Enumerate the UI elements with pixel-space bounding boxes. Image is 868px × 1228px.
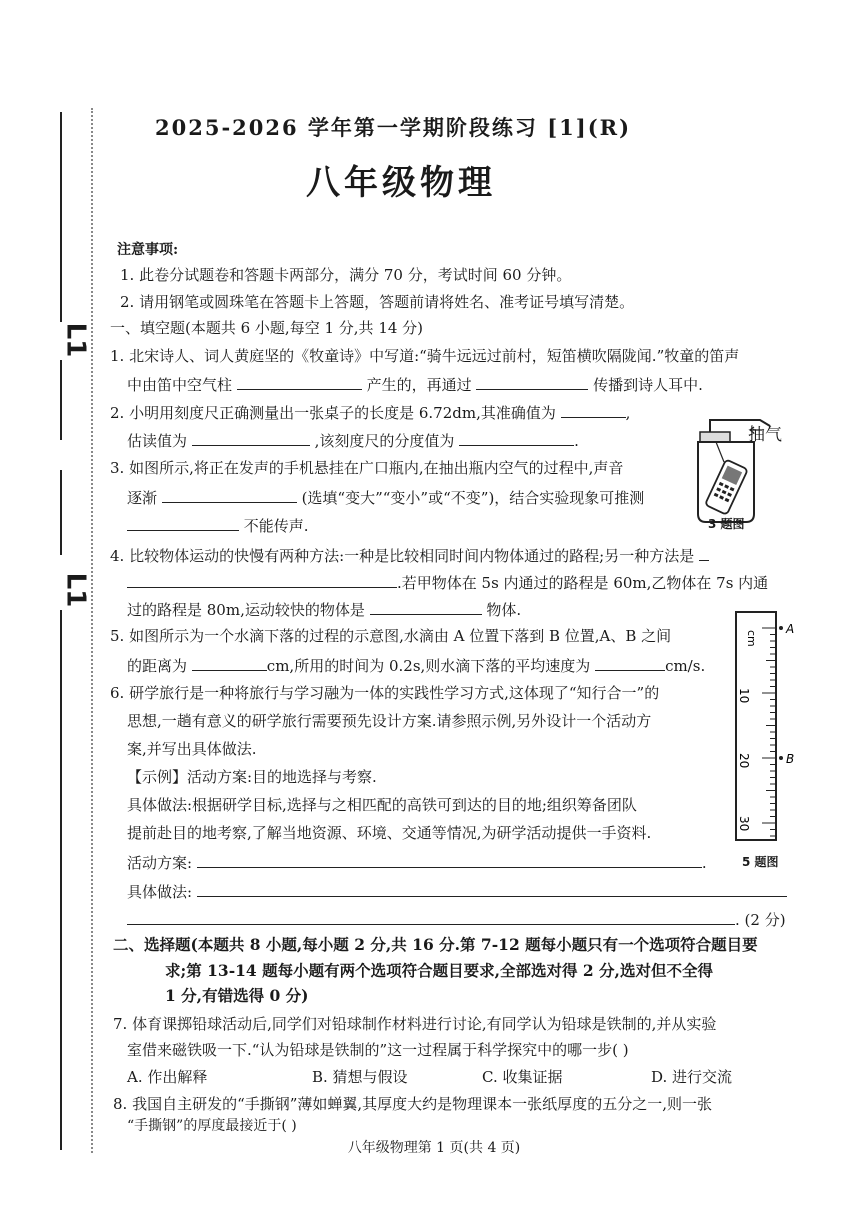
figure-5-ruler [730, 608, 810, 848]
text: 过的路程是 80m,运动较快的物体是 [127, 601, 365, 619]
answer-blank[interactable] [197, 851, 702, 868]
notes-item: 2. 请用钢笔或圆珠笔在答题卡上答题，答题前请将姓名、准考证号填写清楚。 [120, 293, 635, 311]
method-line-2 [127, 908, 786, 930]
tick-label-30: 30 [737, 816, 751, 832]
question-6-example: 具体做法:根据研学目标,选择与之相匹配的高铁可到达的目的地;组织筹备团队 [127, 796, 637, 814]
binding-line [60, 360, 62, 440]
question-6-example: 【示例】活动方案:目的地选择与考察. [127, 768, 377, 786]
text: 传播到诗人耳中. [593, 376, 703, 394]
question-6-example: 提前赴目的地考察,了解当地资源、环境、交通等情况,为研学活动提供一手资料. [127, 824, 652, 842]
answer-blank[interactable] [237, 373, 362, 390]
option-b[interactable]: B. 猜想与假设 [312, 1068, 408, 1086]
question-5-text: 5. 如图所示为一个水滴下落的过程的示意图,水滴由 A 位置下落到 B 位置,A、B 之间 [110, 627, 672, 645]
text: 不能传声. [243, 517, 309, 535]
text: , [625, 404, 631, 422]
text: 产生的，再通过 [366, 376, 472, 394]
answer-blank[interactable] [127, 514, 239, 531]
text: cm,所用的时间为 0.2s,则水滴下落的平均速度为 [266, 657, 591, 675]
figure-3-caption: 3 题图 [708, 517, 745, 531]
section-heading: 1 分,有错选得 0 分) [165, 986, 309, 1005]
answer-blank[interactable] [459, 429, 574, 446]
tick-label-10: 10 [737, 688, 751, 704]
section-heading: 二、选择题(本题共 8 小题,每小题 2 分,共 16 分.第 7-12 题每小题只有一个选项符合题目要 [113, 935, 758, 954]
answer-blank[interactable] [197, 880, 787, 897]
jar-lid [700, 432, 730, 442]
question-7-text: 7. 体育课掷铅球活动后,同学们对铅球制作材料进行讨论,有同学认为铅球是铁制的,并从实验 [113, 1015, 717, 1033]
answer-blank[interactable] [595, 654, 665, 671]
point-a-label: A [786, 622, 795, 636]
section-heading: 一、填空题(本题共 6 小题,每空 1 分,共 14 分) [110, 319, 424, 337]
margin-mark: L1 [60, 322, 91, 358]
ruler-unit: cm [745, 630, 758, 647]
notes-heading: 注意事项: [117, 242, 179, 258]
answer-blank[interactable] [127, 571, 397, 588]
question-3-line-3 [127, 514, 309, 536]
binding-line [60, 610, 62, 1150]
question-6-text: 案,并写出具体做法. [127, 740, 257, 758]
tick-label-20: 20 [737, 753, 751, 769]
answer-blank[interactable] [561, 401, 626, 418]
method-line [127, 880, 787, 902]
text: 物体. [486, 601, 522, 619]
point-a-dot [779, 626, 783, 630]
text: 逐渐 [127, 489, 158, 507]
answer-blank[interactable] [370, 598, 482, 615]
question-1-text: 1. 北宋诗人、词人黄庭坚的《牧童诗》中写道:“骑牛远远过前村，短笛横吹隔陇闻.”牧童的笛声 [110, 347, 740, 365]
plan-label: 活动方案: [127, 854, 193, 872]
exam-header: 2025-2026 学年第一学期阶段练习 [1](R) [155, 115, 632, 140]
text: 2. 小明用刻度尺正确测量出一张桌子的长度是 6.72dm,其准确值为 [110, 404, 556, 422]
text: cm/s. [665, 657, 706, 675]
section-heading: 求;第 13-14 题每小题有两个选项符合题目要求,全部选对得 2 分,选对但不全得 [165, 961, 713, 980]
page-title: 八年级物理 [306, 163, 496, 203]
point-b-label: B [786, 752, 795, 766]
phone [705, 459, 748, 514]
question-8-text: 8. 我国自主研发的“手撕钢”薄如蝉翼,其厚度大约是物理课本一张纸厚度的五分之一,则一张 [113, 1095, 712, 1113]
question-5-line-2 [127, 654, 705, 676]
text: .若甲物体在 5s 内通过的路程是 60m,乙物体在 7s 内通 [397, 574, 769, 592]
option-a[interactable]: A. 作出解释 [127, 1068, 208, 1086]
option-d[interactable]: D. 进行交流 [651, 1068, 733, 1086]
answer-blank[interactable] [192, 654, 267, 671]
question-6-text: 思想,一趟有意义的研学旅行需要预先设计方案.请参照示例,另外设计一个活动方 [127, 712, 652, 730]
question-2-line-2 [127, 429, 579, 451]
answer-blank[interactable] [699, 544, 709, 561]
text: 中由笛中空气柱 [127, 376, 233, 394]
margin-mark: L1 [60, 572, 91, 608]
question-3-text: 3. 如图所示,将正在发声的手机悬挂在广口瓶内,在抽出瓶内空气的过程中,声音 [110, 459, 624, 477]
activity-plan-line [127, 851, 707, 873]
text: 的距离为 [127, 657, 188, 675]
answer-blank[interactable] [476, 373, 588, 390]
text: 估读值为 [127, 432, 188, 450]
question-4-line-1 [110, 544, 709, 566]
answer-blank[interactable] [127, 908, 735, 925]
notes-item: 1. 此卷分试题卷和答题卡两部分，满分 70 分，考试时间 60 分钟。 [120, 266, 572, 284]
binding-line [60, 112, 62, 322]
method-label: 具体做法: [127, 883, 193, 901]
figure-5-caption: 5 题图 [742, 855, 779, 869]
score-label: . (2 分) [735, 911, 786, 929]
text: . [701, 854, 707, 872]
text: (选填“变大”“变小”或“不变”)，结合实验现象可推测 [301, 489, 645, 507]
page-footer: 八年级物理第 1 页(共 4 页) [347, 1140, 521, 1156]
figure-3-label: 抽气 [748, 425, 782, 445]
question-2-line-1 [110, 401, 630, 423]
question-6-text: 6. 研学旅行是一种将旅行与学习融为一体的实践性学习方式,这体现了“知行合一”的 [110, 684, 660, 702]
question-1-line-2 [127, 373, 703, 395]
figure-3-jar-phone [690, 418, 800, 533]
phone-string [716, 442, 724, 462]
question-8-text-2: “手撕钢”的厚度最接近于( ) [127, 1118, 297, 1134]
question-4-line-3 [127, 598, 521, 620]
binding-line [60, 470, 62, 555]
point-b-dot [779, 756, 783, 760]
answer-blank[interactable] [162, 486, 297, 503]
question-7-text: 室借来磁铁吸一下.“认为铅球是铁制的”这一过程属于科学探究中的哪一步( ) [127, 1041, 629, 1059]
text: . [574, 432, 579, 450]
text: 4. 比较物体运动的快慢有两种方法:一种是比较相同时间内物体通过的路程;另一种方法是 [110, 547, 695, 565]
dotted-binding-line [91, 108, 93, 1153]
text: ,该刻度尺的分度值为 [314, 432, 455, 450]
question-4-line-2 [127, 571, 768, 593]
answer-blank[interactable] [192, 429, 310, 446]
option-c[interactable]: C. 收集证据 [482, 1068, 563, 1086]
question-3-line-2 [127, 486, 644, 508]
